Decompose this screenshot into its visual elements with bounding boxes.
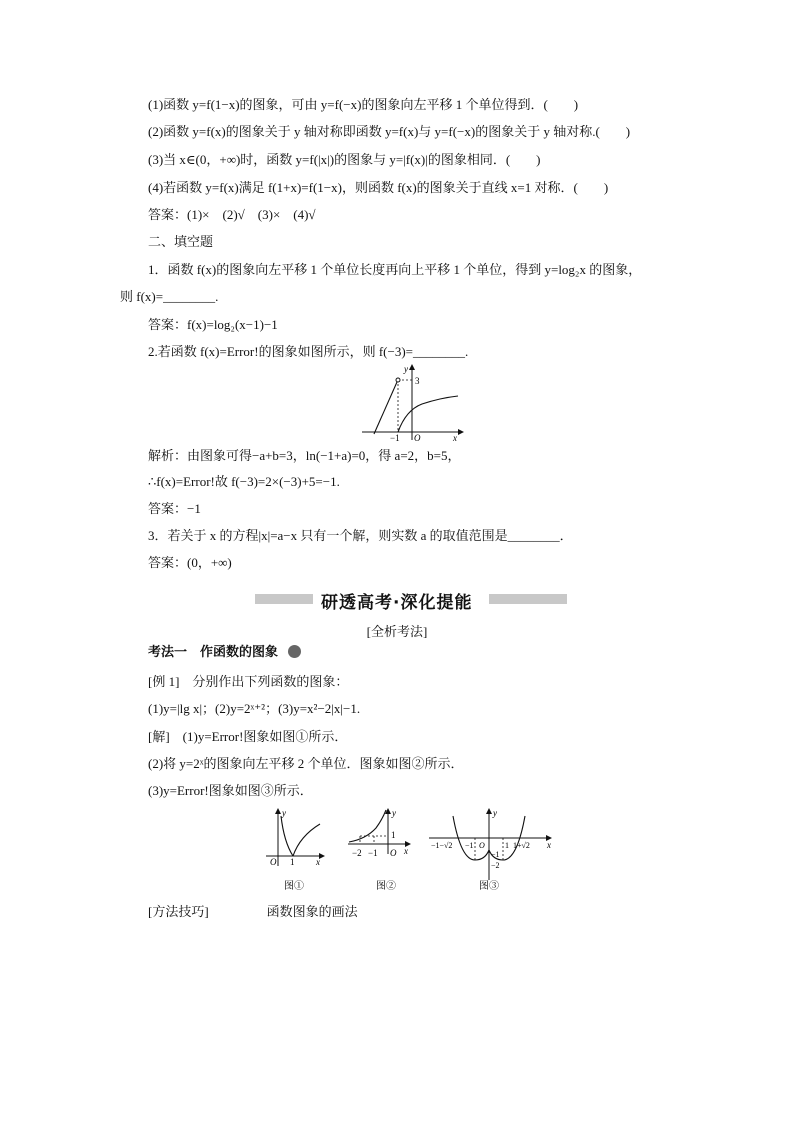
fig3-m2: −2	[491, 861, 500, 870]
fig1-o: O	[270, 857, 277, 867]
fig3-l3: 1	[505, 841, 509, 850]
fig2-neg1: −1	[368, 848, 378, 858]
fill-heading: 二、填空题	[148, 234, 214, 249]
fig1-x: x	[316, 857, 320, 867]
fig3-m1: −1	[491, 850, 500, 859]
banner-title: 研透高考·深化提能	[321, 593, 473, 613]
graph-q2-3: 3	[415, 376, 420, 386]
fill-q1a: 1．函数 f(x)的图象向左平移 1 个单位长度再向上平移 1 个单位，得到 y=log₂x 的图象，	[148, 262, 642, 277]
solution-3: (3)y=Error!图象如图③所示．	[148, 783, 313, 798]
dot-icon	[288, 645, 301, 658]
tips-title: 函数图象的画法	[266, 904, 358, 919]
fig3-l2: −1	[465, 841, 474, 850]
judge-q2: (2)函数 y=f(x)的图象关于 y 轴对称即函数 y=f(x)与 y=f(−x)的图象关于 y 轴对称.( )	[148, 124, 631, 139]
fig3-caption: 图③	[479, 881, 499, 892]
fig1-y: y	[282, 808, 286, 818]
graph-q2-o: O	[414, 433, 421, 442]
fill-solution-a: 解析：由图象可得−a+b=3，ln(−1+a)=0，得 a=2，b=5，	[148, 448, 461, 463]
fig3-l4: 1+√2	[513, 841, 530, 850]
graph-q2	[360, 362, 465, 442]
tips-label: [方法技巧]	[148, 904, 209, 919]
method-heading	[148, 643, 301, 661]
fig2-caption: 图②	[376, 881, 396, 892]
fig3-o: O	[479, 841, 485, 850]
example-title: [例 1] 分别作出下列函数的图象：	[148, 674, 349, 689]
section-subtitle: [全析考法]	[366, 624, 428, 639]
judge-q3: (3)当 x∈(0，+∞)时，函数 y=f(|x|)的图象与 y=|f(x)|的图象相同．( )	[148, 152, 541, 167]
judge-q4: (4)若函数 y=f(x)满足 f(1+x)=f(1−x)，则函数 f(x)的图象关于直线 x=1 对称．( )	[148, 180, 609, 195]
fig2-x: x	[404, 846, 408, 856]
fig3-y: y	[493, 808, 497, 818]
fig3-l1: −1−√2	[431, 841, 453, 850]
solution-1: [解] (1)y=Error!图象如图①所示．	[148, 729, 348, 744]
fig2-y: y	[392, 808, 396, 818]
example-funcs: (1)y=|lg x|；(2)y=2ˣ⁺²；(3)y=x²−2|x|−1.	[148, 701, 361, 716]
fig3-x: x	[547, 840, 551, 850]
fill-a3: 答案：(0，+∞)	[148, 555, 232, 570]
banner-bar-left	[255, 594, 313, 604]
judge-q1: (1)函数 y=f(1−x)的图象，可由 y=f(−x)的图象向左平移 1 个单位得到．( )	[148, 97, 579, 112]
fill-q1b: 则 f(x)=________.	[120, 289, 219, 304]
fill-solution-b: ∴f(x)=Error!故 f(−3)=2×(−3)+5=−1.	[148, 474, 340, 489]
fig1-1: 1	[290, 857, 295, 867]
fig2-o: O	[390, 848, 397, 858]
graph-q2-y: y	[404, 364, 408, 374]
graph-q2-neg1: −1	[390, 433, 400, 442]
figure-2	[346, 806, 416, 894]
fill-a2: 答案：−1	[148, 501, 201, 516]
solution-2: (2)将 y=2ˣ的图象向左平移 2 个单位．图象如图②所示．	[148, 756, 464, 771]
figure-3	[427, 806, 559, 894]
banner-bar-right	[489, 594, 567, 604]
fill-a1: 答案：f(x)=log₂(x−1)−1	[148, 317, 278, 332]
fill-q3: 3．若关于 x 的方程|x|=a−x 只有一个解，则实数 a 的取值范围是________．	[148, 528, 573, 543]
method-heading-text: 考法一 作函数的图象	[148, 644, 279, 659]
fig2-1: 1	[391, 830, 396, 840]
figure-1	[262, 806, 327, 894]
section-banner	[255, 590, 567, 613]
fig1-caption: 图①	[284, 881, 304, 892]
graph-q2-x: x	[453, 433, 457, 442]
fig2-neg2: −2	[352, 848, 362, 858]
judge-answer: 答案：(1)× (2)√ (3)× (4)√	[148, 207, 316, 222]
fill-q2: 2.若函数 f(x)=Error!的图象如图所示，则 f(−3)=________.	[148, 344, 469, 359]
tips-row	[148, 903, 358, 921]
